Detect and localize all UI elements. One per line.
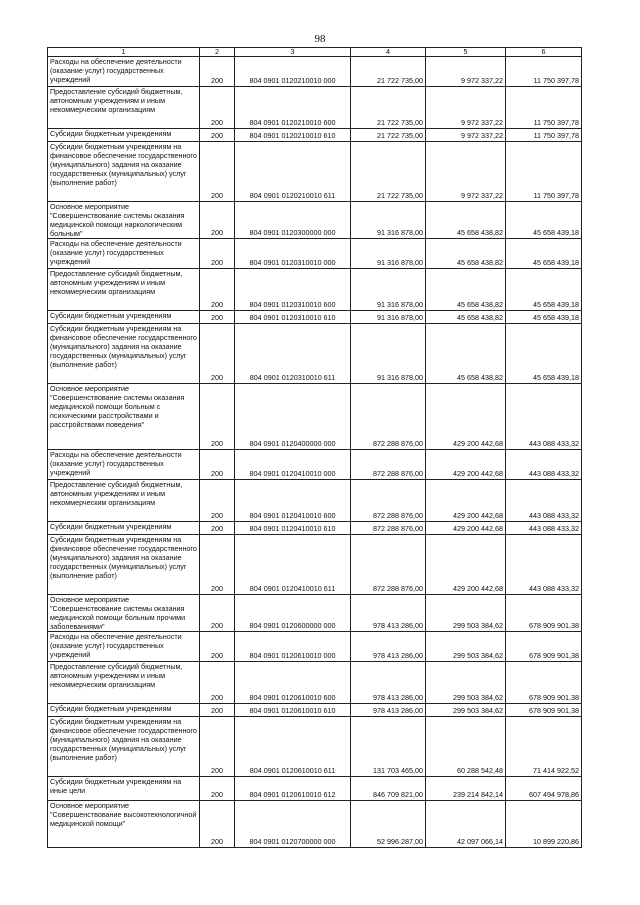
row-code: 804 0901 0120300000 000 [235, 202, 351, 239]
row-approved-amount: 21 722 735,00 [351, 87, 426, 129]
row-executed-amount: 299 503 384,62 [426, 632, 506, 662]
row-code: 804 0901 0120210010 611 [235, 142, 351, 202]
row-remaining-amount: 678 909 901,38 [506, 595, 582, 632]
row-approved-amount: 91 316 878,00 [351, 324, 426, 384]
row-name: Субсидии бюджетным учреждениям [48, 704, 200, 717]
row-executed-amount: 45 658 438,82 [426, 311, 506, 324]
row-code: 804 0901 0120310010 610 [235, 311, 351, 324]
row-name: Субсидии бюджетным учреждениям на иные цели [48, 777, 200, 801]
table-row [48, 269, 582, 311]
row-type: 200 [200, 777, 235, 801]
row-code: 804 0901 0120410010 000 [235, 450, 351, 480]
row-code: 804 0901 0120310010 611 [235, 324, 351, 384]
row-executed-amount: 9 972 337,22 [426, 57, 506, 87]
row-type: 200 [200, 269, 235, 311]
row-remaining-amount: 45 658 439,18 [506, 311, 582, 324]
row-executed-amount: 429 200 442,68 [426, 480, 506, 522]
table-row [48, 239, 582, 269]
row-executed-amount: 239 214 842,14 [426, 777, 506, 801]
row-name: Расходы на обеспечение деятельности (оказание услуг) государственных учреждений [48, 57, 200, 87]
row-remaining-amount: 607 494 978,86 [506, 777, 582, 801]
row-executed-amount: 429 200 442,68 [426, 522, 506, 535]
column-header: 6 [506, 48, 582, 57]
row-code: 804 0901 0120410010 611 [235, 535, 351, 595]
row-remaining-amount: 678 909 901,38 [506, 632, 582, 662]
table-row [48, 801, 582, 848]
row-remaining-amount: 45 658 439,18 [506, 202, 582, 239]
row-name: Субсидии бюджетным учреждениям на финансовое обеспечение государственного (муниципального) задания на оказание государственных (муниципальных) услуг (выполнение работ) [48, 324, 200, 384]
row-remaining-amount: 443 088 433,32 [506, 522, 582, 535]
row-executed-amount: 45 658 438,82 [426, 202, 506, 239]
table-row [48, 384, 582, 450]
row-executed-amount: 299 503 384,62 [426, 704, 506, 717]
row-remaining-amount: 11 750 397,78 [506, 142, 582, 202]
row-name: Предоставление субсидий бюджетным, автономным учреждениям и иным некоммерческим организациям [48, 87, 200, 129]
row-name: Расходы на обеспечение деятельности (оказание услуг) государственных учреждений [48, 239, 200, 269]
row-code: 804 0901 0120310010 000 [235, 239, 351, 269]
row-name: Субсидии бюджетным учреждениям на финансовое обеспечение государственного (муниципального) задания на оказание государственных (муниципальных) услуг (выполнение работ) [48, 535, 200, 595]
row-name: Субсидии бюджетным учреждениям [48, 522, 200, 535]
budget-table [47, 47, 582, 848]
table-row [48, 717, 582, 777]
column-header: 3 [235, 48, 351, 57]
row-code: 804 0901 0120610010 000 [235, 632, 351, 662]
row-code: 804 0901 0120210010 600 [235, 87, 351, 129]
row-approved-amount: 91 316 878,00 [351, 311, 426, 324]
row-name: Расходы на обеспечение деятельности (оказание услуг) государственных учреждений [48, 632, 200, 662]
row-remaining-amount: 443 088 433,32 [506, 480, 582, 522]
row-code: 804 0901 0120210010 610 [235, 129, 351, 142]
row-type: 200 [200, 324, 235, 384]
row-code: 804 0901 0120610010 600 [235, 662, 351, 704]
row-name: Субсидии бюджетным учреждениям [48, 129, 200, 142]
header-row [48, 48, 582, 57]
row-code: 804 0901 0120210010 000 [235, 57, 351, 87]
row-approved-amount: 21 722 735,00 [351, 57, 426, 87]
row-executed-amount: 9 972 337,22 [426, 129, 506, 142]
row-executed-amount: 299 503 384,62 [426, 595, 506, 632]
row-approved-amount: 91 316 878,00 [351, 269, 426, 311]
row-type: 200 [200, 87, 235, 129]
row-executed-amount: 429 200 442,68 [426, 450, 506, 480]
column-header: 5 [426, 48, 506, 57]
row-code: 804 0901 0120410010 610 [235, 522, 351, 535]
table-row [48, 595, 582, 632]
row-executed-amount: 429 200 442,68 [426, 535, 506, 595]
table-row [48, 777, 582, 801]
table-row [48, 704, 582, 717]
row-type: 200 [200, 202, 235, 239]
row-remaining-amount: 443 088 433,32 [506, 535, 582, 595]
row-approved-amount: 21 722 735,00 [351, 129, 426, 142]
row-name: Основное мероприятие "Совершенствование высокотехнологичной медицинской помощи" [48, 801, 200, 848]
table-row [48, 324, 582, 384]
row-code: 804 0901 0120410010 600 [235, 480, 351, 522]
row-remaining-amount: 45 658 439,18 [506, 239, 582, 269]
row-approved-amount: 52 996 287,00 [351, 801, 426, 848]
row-approved-amount: 91 316 878,00 [351, 202, 426, 239]
row-type: 200 [200, 57, 235, 87]
row-remaining-amount: 10 899 220,86 [506, 801, 582, 848]
row-name: Субсидии бюджетным учреждениям на финансовое обеспечение государственного (муниципального) задания на оказание государственных (муниципальных) услуг (выполнение работ) [48, 717, 200, 777]
row-remaining-amount: 71 414 922,52 [506, 717, 582, 777]
row-remaining-amount: 11 750 397,78 [506, 129, 582, 142]
row-executed-amount: 45 658 438,82 [426, 269, 506, 311]
row-type: 200 [200, 801, 235, 848]
column-header: 4 [351, 48, 426, 57]
row-executed-amount: 9 972 337,22 [426, 87, 506, 129]
row-remaining-amount: 11 750 397,78 [506, 87, 582, 129]
row-name: Основное мероприятие "Совершенствование системы оказания медицинской помощи больным прочими заболеваниями" [48, 595, 200, 632]
row-code: 804 0901 0120310010 600 [235, 269, 351, 311]
row-name: Предоставление субсидий бюджетным, автономным учреждениям и иным некоммерческим организациям [48, 480, 200, 522]
column-header: 1 [48, 48, 200, 57]
row-type: 200 [200, 239, 235, 269]
row-remaining-amount: 678 909 901,38 [506, 704, 582, 717]
row-code: 804 0901 0120610010 612 [235, 777, 351, 801]
row-approved-amount: 846 709 821,00 [351, 777, 426, 801]
row-approved-amount: 978 413 286,00 [351, 595, 426, 632]
table-row [48, 480, 582, 522]
row-approved-amount: 978 413 286,00 [351, 662, 426, 704]
row-type: 200 [200, 522, 235, 535]
row-approved-amount: 21 722 735,00 [351, 142, 426, 202]
row-type: 200 [200, 450, 235, 480]
column-header: 2 [200, 48, 235, 57]
table-row [48, 57, 582, 87]
row-executed-amount: 42 097 066,14 [426, 801, 506, 848]
row-name: Субсидии бюджетным учреждениям на финансовое обеспечение государственного (муниципального) задания на оказание государственных (муниципальных) услуг (выполнение работ) [48, 142, 200, 202]
row-approved-amount: 131 703 465,00 [351, 717, 426, 777]
row-name: Расходы на обеспечение деятельности (оказание услуг) государственных учреждений [48, 450, 200, 480]
table-row [48, 522, 582, 535]
row-approved-amount: 978 413 286,00 [351, 704, 426, 717]
row-remaining-amount: 443 088 433,32 [506, 384, 582, 450]
row-approved-amount: 872 288 876,00 [351, 384, 426, 450]
row-code: 804 0901 0120700000 000 [235, 801, 351, 848]
row-remaining-amount: 678 909 901,38 [506, 662, 582, 704]
table-row [48, 535, 582, 595]
row-name: Субсидии бюджетным учреждениям [48, 311, 200, 324]
row-remaining-amount: 11 750 397,78 [506, 57, 582, 87]
row-executed-amount: 299 503 384,62 [426, 662, 506, 704]
row-name: Предоставление субсидий бюджетным, автономным учреждениям и иным некоммерческим организациям [48, 269, 200, 311]
table-row [48, 662, 582, 704]
row-name: Предоставление субсидий бюджетным, автономным учреждениям и иным некоммерческим организациям [48, 662, 200, 704]
row-code: 804 0901 0120610010 611 [235, 717, 351, 777]
row-executed-amount: 45 658 438,82 [426, 324, 506, 384]
row-name: Основное мероприятие "Совершенствование системы оказания медицинской помощи больным с психическими расстройствами и расстройствами поведения" [48, 384, 200, 450]
table-row [48, 129, 582, 142]
page-number: 98 [314, 33, 326, 45]
row-type: 200 [200, 662, 235, 704]
row-remaining-amount: 45 658 439,18 [506, 269, 582, 311]
table-row [48, 87, 582, 129]
row-type: 200 [200, 632, 235, 662]
row-type: 200 [200, 535, 235, 595]
row-approved-amount: 978 413 286,00 [351, 632, 426, 662]
row-approved-amount: 872 288 876,00 [351, 522, 426, 535]
row-type: 200 [200, 595, 235, 632]
row-code: 804 0901 0120400000 000 [235, 384, 351, 450]
row-type: 200 [200, 384, 235, 450]
table-row [48, 632, 582, 662]
row-executed-amount: 60 288 542,48 [426, 717, 506, 777]
table-row [48, 142, 582, 202]
row-executed-amount: 45 658 438,82 [426, 239, 506, 269]
row-type: 200 [200, 311, 235, 324]
table-row [48, 450, 582, 480]
row-approved-amount: 872 288 876,00 [351, 535, 426, 595]
row-type: 200 [200, 142, 235, 202]
row-code: 804 0901 0120610010 610 [235, 704, 351, 717]
row-type: 200 [200, 480, 235, 522]
row-code: 804 0901 0120600000 000 [235, 595, 351, 632]
row-type: 200 [200, 717, 235, 777]
row-remaining-amount: 443 088 433,32 [506, 450, 582, 480]
row-remaining-amount: 45 658 439,18 [506, 324, 582, 384]
row-type: 200 [200, 129, 235, 142]
row-executed-amount: 9 972 337,22 [426, 142, 506, 202]
row-type: 200 [200, 704, 235, 717]
row-name: Основное мероприятие "Совершенствование системы оказания медицинской помощи наркологическим больным" [48, 202, 200, 239]
row-approved-amount: 872 288 876,00 [351, 480, 426, 522]
row-approved-amount: 91 316 878,00 [351, 239, 426, 269]
table-row [48, 202, 582, 239]
table-row [48, 311, 582, 324]
row-executed-amount: 429 200 442,68 [426, 384, 506, 450]
row-approved-amount: 872 288 876,00 [351, 450, 426, 480]
